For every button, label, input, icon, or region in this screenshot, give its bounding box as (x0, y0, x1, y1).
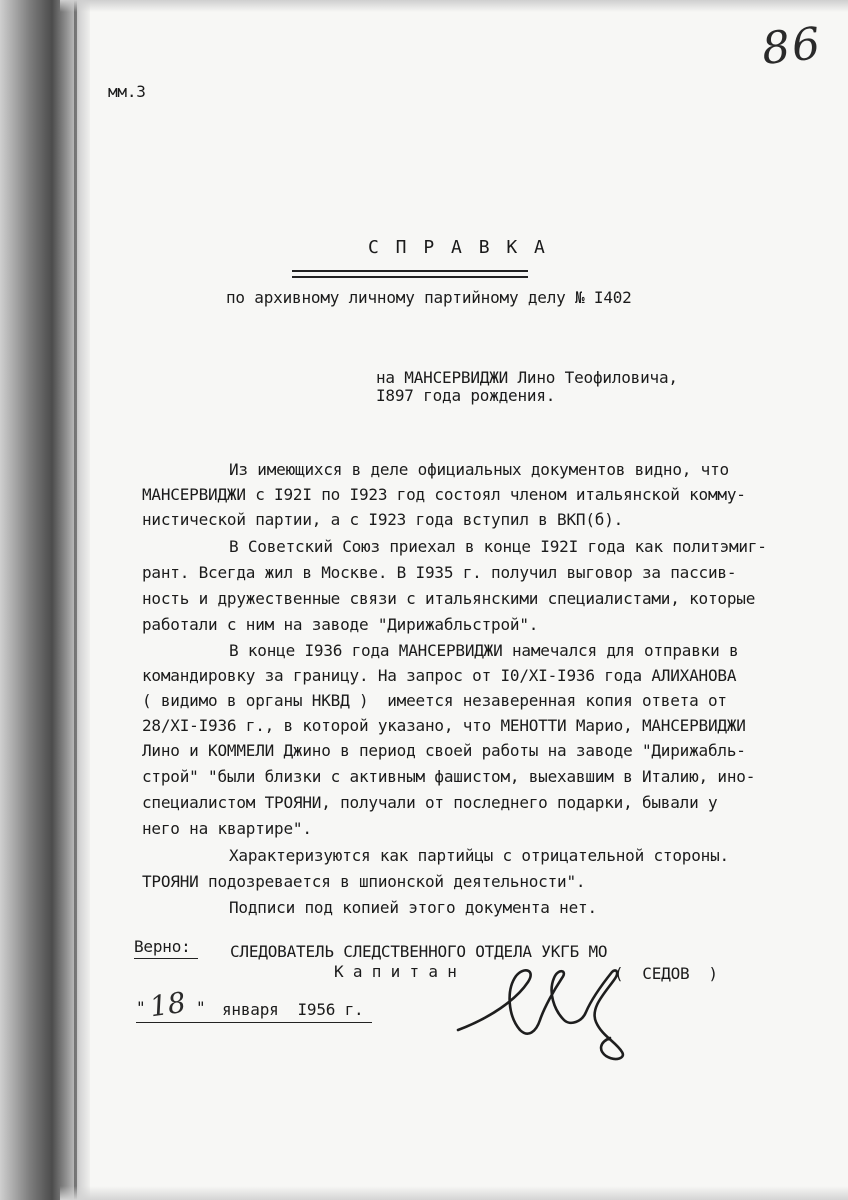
body-line: Характеризуются как партийцы с отрицательной стороны. (229, 846, 729, 865)
subject-line-1: на МАНСЕРВИДЖИ Лино Теофиловича, (376, 368, 678, 387)
body-line: Подписи под копией этого документа нет. (229, 898, 597, 917)
date-underline (136, 1022, 372, 1023)
certification-label-underline (134, 958, 198, 959)
body-line: 28/XI-I936 г., в которой указано, что МЕНОТТИ Марио, МАНСЕРВИДЖИ (142, 716, 746, 735)
body-line: специалистом ТРОЯНИ, получали от последнего подарки, бывали у (142, 793, 718, 812)
body-line: рант. Всегда жил в Москве. В I935 г. получил выговор за пассив- (142, 563, 737, 582)
signature (450, 958, 650, 1068)
body-line: работали с ним на заводе "Дирижабльстрой". (142, 615, 539, 634)
date-close-quote: " (196, 998, 206, 1017)
body-line: В конце I936 года МАНСЕРВИДЖИ намечался для отправки в (229, 641, 739, 660)
scan-bottom-shadow (60, 1186, 848, 1200)
body-line: ( видимо в органы НКВД ) имеется незаверенная копия ответа от (142, 691, 727, 710)
title-underline-2 (292, 276, 528, 278)
body-line: него на квартире". (142, 819, 312, 838)
body-line: Лино и КОММЕЛИ Джино в период своей работы на заводе "Дирижабль- (142, 741, 746, 760)
document-subtitle: по архивному личному партийному делу № I402 (226, 288, 632, 307)
body-line: В Советский Союз приехал в конце I92I года как политэмиг- (229, 537, 767, 556)
date-day: 18 (147, 985, 188, 1024)
title-underline-1 (292, 270, 528, 272)
subject-line-2: I897 года рождения. (376, 386, 556, 405)
page-number: 86 (759, 18, 825, 75)
certification-position: СЛЕДОВАТЕЛЬ СЛЕДСТВЕННОГО ОТДЕЛА УКГБ МО (230, 942, 608, 961)
body-line: ТРОЯНИ подозревается в шпионской деятельности". (142, 872, 586, 891)
date-rest: января I956 г. (222, 1000, 364, 1019)
body-line: командировку за границу. На запрос от I0/XI-I936 года АЛИХАНОВА (142, 666, 737, 685)
body-line: ность и дружественные связи с итальянскими специалистами, которые (142, 589, 756, 608)
body-line: нистической партии, а с I923 года вступил в ВКП(б). (142, 510, 624, 529)
ref-code: мм.3 (108, 82, 146, 101)
certification-name: ( СЕДОВ ) (614, 964, 718, 983)
date-open-quote: " (136, 998, 146, 1017)
scan-top-shadow (60, 0, 848, 12)
body-line: МАНСЕРВИДЖИ с I92I по I923 год состоял членом итальянской комму- (142, 485, 746, 504)
body-line: Из имеющихся в деле официальных документов видно, что (229, 460, 729, 479)
certification-label: Верно: (134, 937, 191, 956)
document-title: С П Р А В К А (368, 237, 548, 258)
body-line: строй" "были близки с активным фашистом, выехавшим в Италию, ино- (142, 767, 756, 786)
certification-rank: К а п и т а н (334, 962, 457, 981)
binding-edge (74, 0, 77, 1200)
